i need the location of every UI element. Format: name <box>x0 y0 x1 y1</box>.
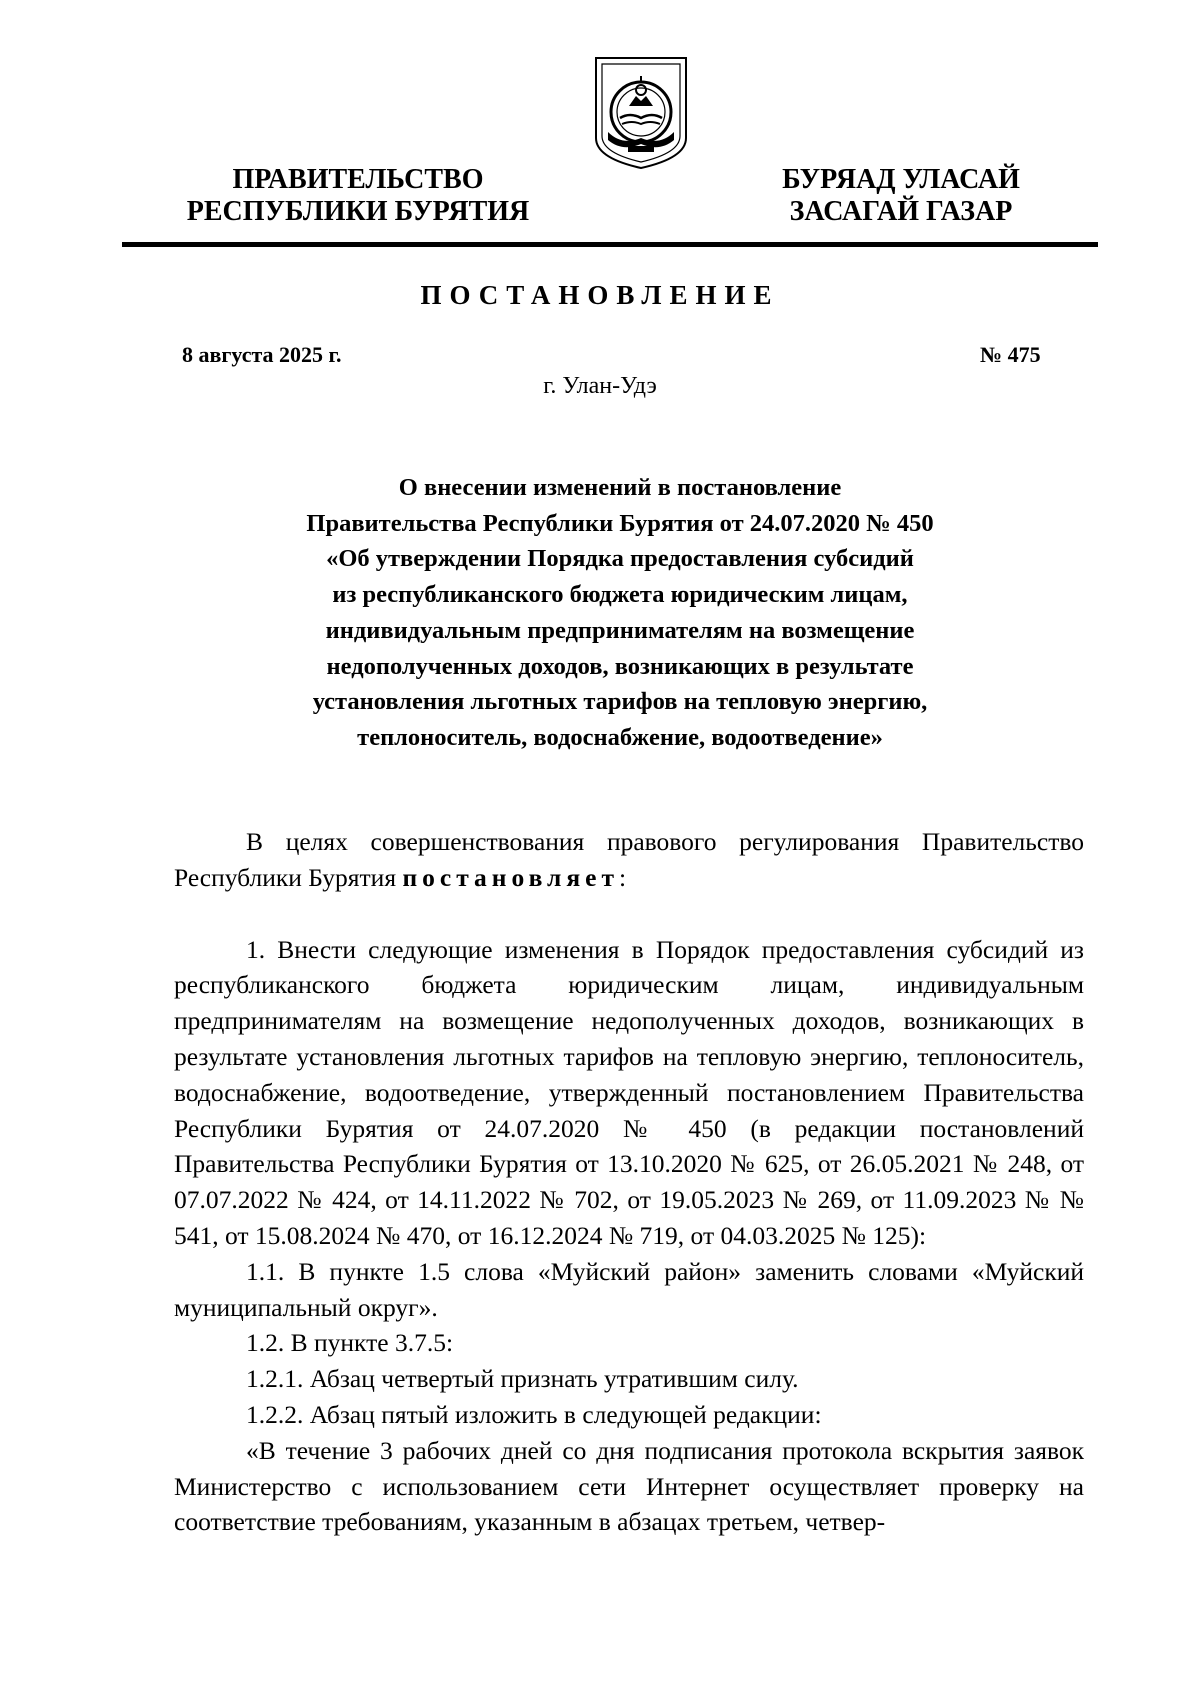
title-line: «Об утверждении Порядка предоставления субсидий <box>326 545 914 573</box>
preamble-text: В целях совершенствования правового регулирования Правительство Республики Бурятия <box>174 827 1084 892</box>
title-line: Правительства Республики Бурятия от 24.07.2020 № 450 <box>306 509 934 537</box>
document-type: ПОСТАНОВЛЕНИЕ <box>420 280 780 310</box>
document-date: 8 августа 2025 г. <box>182 342 342 367</box>
document-city: г. Улан-Удэ <box>543 373 657 399</box>
title-line: индивидуальным предпринимателям на возмещение <box>325 616 915 644</box>
item-1-2-1-paragraph: 1.2.1. Абзац четвертый признать утратившим силу. <box>246 1364 799 1394</box>
preamble-paragraph <box>174 824 1084 896</box>
item-1-1-paragraph: 1.1. В пункте 1.5 слова «Муйский район» заменить словами «Муйский муниципальный округ». <box>174 1256 1084 1322</box>
org-name-buryat: БУРЯАД УЛАСАЙ ЗАСАГАЙ ГАЗАР <box>782 164 1020 227</box>
document-number: № 475 <box>980 342 1041 367</box>
preamble-verb: постановляет <box>402 862 619 892</box>
item-1-paragraph: 1. Внести следующие изменения в Порядок предоставления субсидий из республиканского бюджета юридическим лицам, индивидуальным предпринимателям на возмещение недополученных доходов, возникающих в результате установления льготных тарифов на тепловую энергию, теплоноситель, водоснабжение, водоотведение, утвержденный постановлением Правительства Республики Бурятия от 24.07.2020 № 450 (в редакции постановлений Правительства Республики Бурятия от 13.10.2020 № 625, от 26.05.2021 № 248, от 07.07.2022 № 424, от 14.11.2022 № 702, от 19.05.2023 № 269, от 11.09.2023 № № 541, от 15.08.2024 № 470, от 16.12.2024 № 719, от 04.03.2025 № 125): <box>174 934 1084 1250</box>
item-1-2-2-paragraph: 1.2.2. Абзац пятый изложить в следующей редакции: <box>246 1399 822 1429</box>
title-line: О внесении изменений в постановление <box>398 474 842 501</box>
org-name-russian: ПРАВИТЕЛЬСТВО РЕСПУБЛИКИ БУРЯТИЯ <box>186 164 530 227</box>
header-divider <box>122 242 1098 247</box>
document-body <box>174 824 1084 1540</box>
title-line: теплоноситель, водоснабжение, водоотведение» <box>357 723 883 751</box>
item-1-2-paragraph: 1.2. В пункте 3.7.5: <box>246 1328 454 1358</box>
title-line: из республиканского бюджета юридическим лицам, <box>332 581 908 609</box>
coat-of-arms-icon <box>592 54 690 172</box>
title-line: недополученных доходов, возникающих в результате <box>326 652 914 680</box>
title-line: установления льготных тарифов на тепловую энергию, <box>312 688 928 716</box>
document-title <box>200 470 1040 756</box>
preamble-end: : <box>618 862 627 892</box>
quote-paragraph: «В течение 3 рабочих дней со дня подписания протокола вскрытия заявок Министерство с использованием сети Интернет осуществляет проверку на соответствие требованиям, указанным в абзацах третьем, четвер- <box>174 1435 1084 1537</box>
